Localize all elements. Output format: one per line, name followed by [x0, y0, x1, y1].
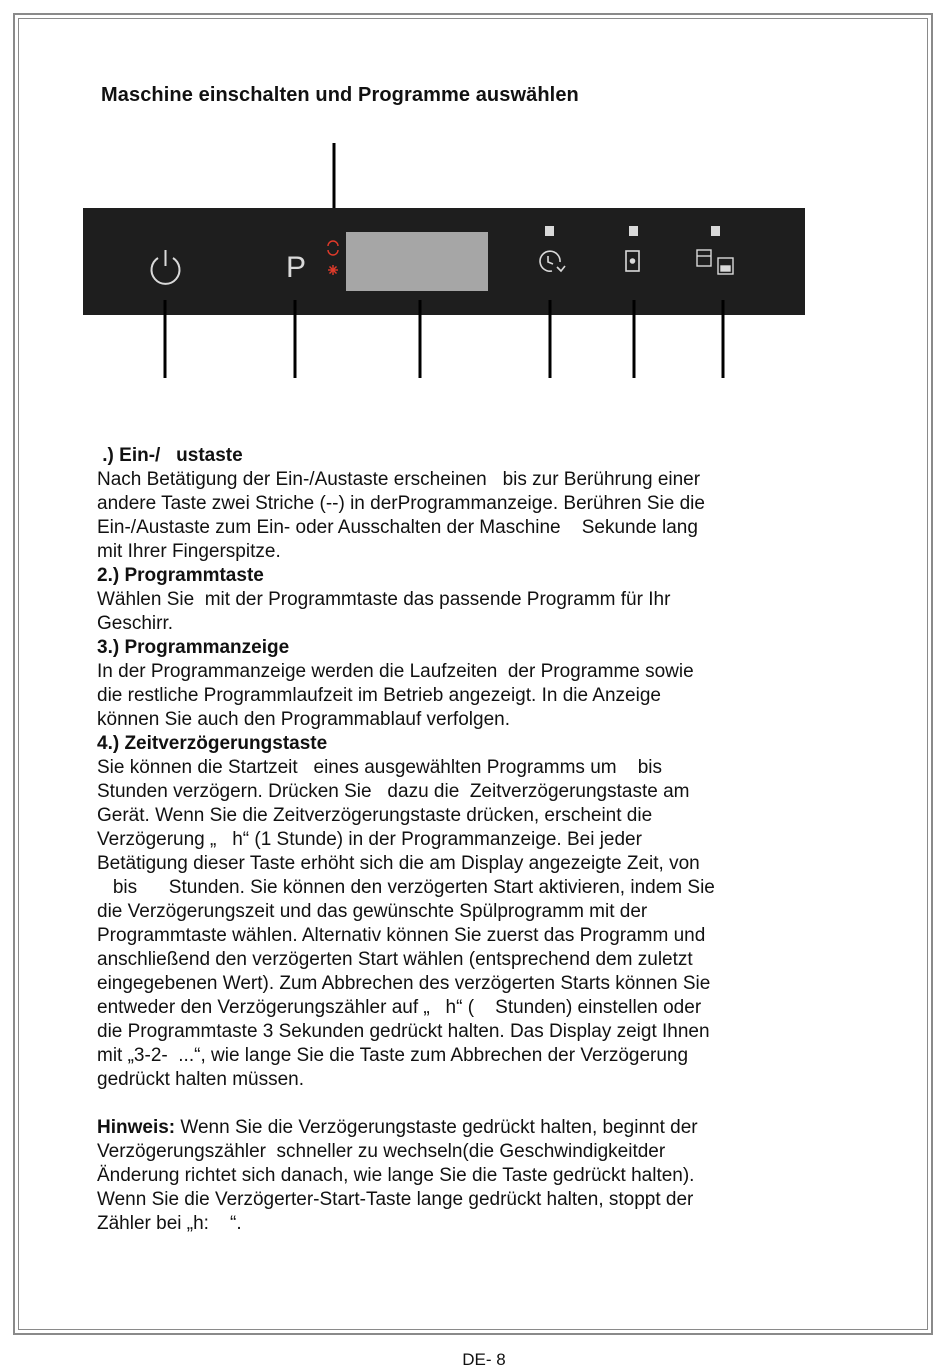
text-line: Wählen Sie mit der Programmtaste das passende Programm für Ihr [97, 589, 671, 610]
text-line: andere Taste zwei Striche (--) in derProgrammanzeige. Berühren Sie die [97, 493, 705, 514]
text-line: die Verzögerungszeit und das gewünschte Spülprogramm mit der [97, 901, 648, 922]
section-heading: .) Ein-/ ustaste [97, 445, 243, 466]
text-line: mit Ihrer Fingerspitze. [97, 541, 281, 562]
text-line: Betätigung dieser Taste erhöht sich die am Display angezeigte Zeit, von [97, 853, 700, 874]
text-line: Ein-/Austaste zum Ein- oder Ausschalten der Maschine Sekunde lang [97, 517, 698, 538]
text-line: Zähler bei „h: “. [97, 1213, 242, 1234]
text-line: In der Programmanzeige werden die Laufzeiten der Programme sowie [97, 661, 694, 682]
page-number: DE- 8 [462, 1350, 506, 1369]
section-on-off [97, 444, 867, 564]
text-line: bis Stunden. Sie können den verzögerten Start aktivieren, indem Sie [97, 877, 715, 898]
text-line: gedrückt halten müssen. [97, 1069, 305, 1090]
section-program-display [97, 636, 867, 732]
page-title: Maschine einschalten und Programme auswählen [101, 84, 579, 106]
salt-icon [328, 265, 338, 275]
text-line: Nach Betätigung der Ein-/Austaste erscheinen bis zur Berührung einer [97, 469, 701, 490]
text-line: entweder den Verzögerungszähler auf „ h“ ( Stunden) einstellen oder [97, 997, 702, 1018]
note-text: Wenn Sie die Verzögerungstaste gedrückt halten, beginnt der [175, 1117, 698, 1138]
section-heading: 2.) Programmtaste [97, 565, 264, 586]
note-label: Hinweis: [97, 1117, 176, 1138]
text-line: Gerät. Wenn Sie die Zeitverzögerungstaste drücken, erscheint die [97, 805, 653, 826]
section-heading: 4.) Zeitverzögerungstaste [97, 733, 328, 754]
section-program-key [97, 564, 867, 636]
half-load-indicator-led [629, 226, 638, 236]
text-line: Programmtaste wählen. Alternativ können Sie zuerst das Programm und [97, 925, 706, 946]
note-first-line [97, 1116, 867, 1140]
text-line: anschließend den verzögerten Start wählen (entsprechend dem zuletzt [97, 949, 693, 970]
program-display [346, 232, 488, 291]
text-line: Änderung richtet sich danach, wie lange Sie die Taste gedrückt halten). [97, 1165, 695, 1186]
section-delay-key [97, 732, 867, 1092]
control-panel-diagram [0, 0, 950, 400]
body-text [97, 444, 867, 1236]
text-line: eingegebenen Wert). Zum Abbrechen des verzögerten Starts können Sie [97, 973, 711, 994]
text-line: die restliche Programmlaufzeit im Betrieb angezeigt. In die Anzeige [97, 685, 661, 706]
note-block [97, 1116, 867, 1236]
tablet-indicator-led [711, 226, 720, 236]
text-line: Sie können die Startzeit eines ausgewählten Programms um bis [97, 757, 663, 778]
program-icon: P [286, 251, 307, 284]
text-line: Geschirr. [97, 613, 174, 634]
text-line: Verzögerungszähler schneller zu wechseln(die Geschwindigkeitder [97, 1141, 666, 1162]
text-line: Verzögerung „ h“ (1 Stunde) in der Programmanzeige. Bei jeder [97, 829, 642, 850]
section-heading: 3.) Programmanzeige [97, 637, 290, 658]
text-line: können Sie auch den Programmablauf verfolgen. [97, 709, 510, 730]
delay-indicator-led [545, 226, 554, 236]
spacer [97, 1092, 867, 1116]
text-line: mit „3-2- ...“, wie lange Sie die Taste zum Abbrechen der Verzögerung [97, 1045, 689, 1066]
text-line: Stunden verzögern. Drücken Sie dazu die Zeitverzögerungstaste am [97, 781, 690, 802]
text-line: die Programmtaste 3 Sekunden gedrückt halten. Das Display zeigt Ihnen [97, 1021, 710, 1042]
text-line: Wenn Sie die Verzögerter-Start-Taste lange gedrückt halten, stoppt der [97, 1189, 694, 1210]
